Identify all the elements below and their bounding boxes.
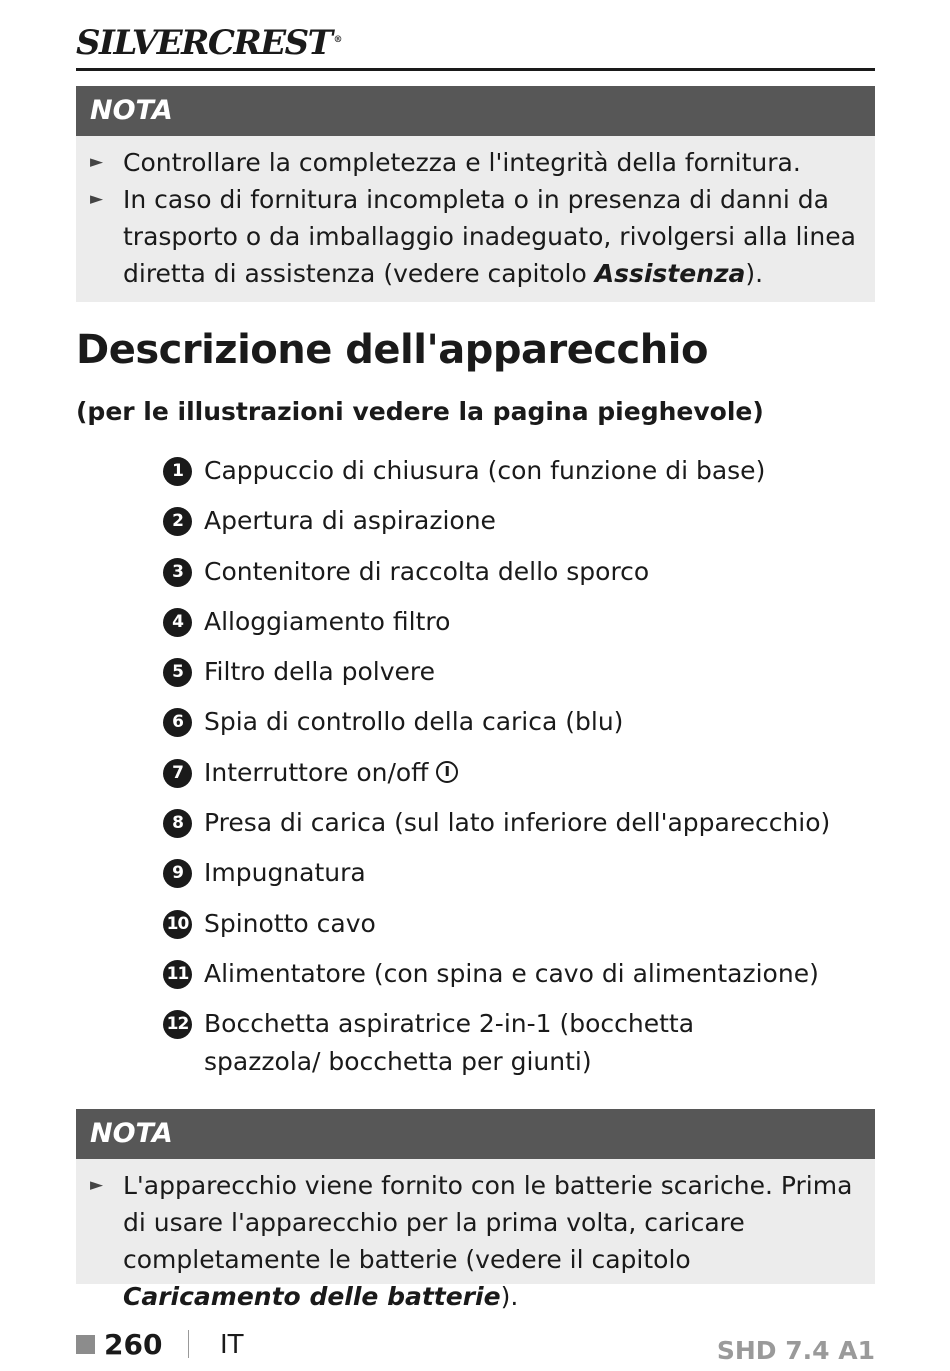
note-box-batteries (76, 1109, 875, 1311)
part-label: Impugnatura (204, 858, 366, 888)
page-footer (76, 1325, 875, 1365)
section-subtitle: (per le illustrazioni vedere la pagina pieghevole) (76, 397, 764, 426)
model-number: SHD 7.4 A1 (716, 1336, 875, 1365)
manual-page (76, 0, 875, 1365)
part-item (163, 703, 863, 753)
note-body (76, 136, 875, 302)
part-item (163, 854, 863, 904)
power-icon (436, 761, 458, 783)
note-text: In caso di fornitura incompleta o in presenza di danni da trasporto o da imballaggio inadeguato, rivolgersi alla linea diretta di assistenza (vedere capitolo Assistenza). (123, 185, 856, 288)
part-item (163, 653, 863, 703)
part-number-badge: 5 (163, 658, 192, 687)
part-item (163, 553, 863, 603)
header-rule (76, 68, 875, 71)
arrow-bullet-icon: ► (90, 152, 104, 172)
part-number-badge: 11 (163, 960, 192, 989)
part-number-badge: 2 (163, 507, 192, 536)
part-label: Presa di carica (sul lato inferiore dell'apparecchio) (204, 808, 831, 838)
part-number-badge: 10 (163, 910, 192, 939)
note-text: L'apparecchio viene fornito con le batterie scariche. Prima di usare l'apparecchio per la prima volta, caricare completamente le batterie (vedere il capitolo Caricamento delle batterie). (123, 1171, 853, 1311)
note-title: NOTA (76, 1109, 875, 1159)
parts-list (163, 452, 863, 1089)
section-title: Descrizione dell'apparecchio (76, 327, 708, 373)
part-number-badge: 8 (163, 809, 192, 838)
page-number: 260 (104, 1328, 163, 1361)
footer-divider (188, 1330, 189, 1358)
part-item (163, 603, 863, 653)
brand-logo (76, 18, 396, 62)
part-item (163, 1005, 863, 1089)
part-number-badge: 3 (163, 558, 192, 587)
part-label: Bocchetta aspiratrice 2-in-1 (bocchetta spazzola/ bocchetta per giunti) (204, 1009, 695, 1077)
part-label: Contenitore di raccolta dello sporco (204, 556, 650, 586)
part-label: Interruttore on/off (204, 754, 863, 792)
part-number-badge: 4 (163, 608, 192, 637)
registered-mark: ® (333, 35, 341, 45)
note-list-item (90, 1167, 861, 1315)
part-item (163, 804, 863, 854)
note-body (76, 1159, 875, 1325)
part-item (163, 955, 863, 1005)
part-item (163, 502, 863, 552)
part-label: Cappuccio di chiusura (con funzione di base) (204, 456, 766, 485)
brand-silver: SILVER (76, 23, 208, 64)
part-item (163, 452, 863, 502)
note-text: Controllare la completezza e l'integrità della fornitura. (123, 148, 801, 177)
part-item (163, 905, 863, 955)
part-number-badge: 7 (163, 759, 192, 788)
chapter-reference: Assistenza (594, 259, 746, 288)
part-label: Alloggiamento filtro (204, 606, 451, 636)
arrow-bullet-icon: ► (90, 1175, 104, 1195)
part-label: Apertura di aspirazione (204, 506, 496, 536)
language-code: IT (220, 1330, 244, 1360)
note-box-delivery (76, 86, 875, 302)
note-list-item (90, 181, 861, 292)
part-label: Spinotto cavo (204, 908, 376, 938)
chapter-reference: Caricamento delle batterie (123, 1282, 501, 1311)
part-label: Alimentatore (con spina e cavo di alimentazione) (204, 958, 819, 988)
page-marker-icon (76, 1335, 95, 1354)
arrow-bullet-icon: ► (90, 189, 104, 209)
part-number-badge: 6 (163, 708, 192, 737)
part-number-badge: 12 (163, 1010, 192, 1039)
brand-crest: CREST (207, 23, 332, 64)
part-number-badge: 1 (163, 457, 192, 486)
part-label: Spia di controllo della carica (blu) (204, 707, 624, 737)
note-list-item (90, 144, 861, 181)
part-label: Filtro della polvere (204, 657, 436, 687)
part-item (163, 754, 863, 804)
part-number-badge: 9 (163, 859, 192, 888)
note-title: NOTA (76, 86, 875, 136)
